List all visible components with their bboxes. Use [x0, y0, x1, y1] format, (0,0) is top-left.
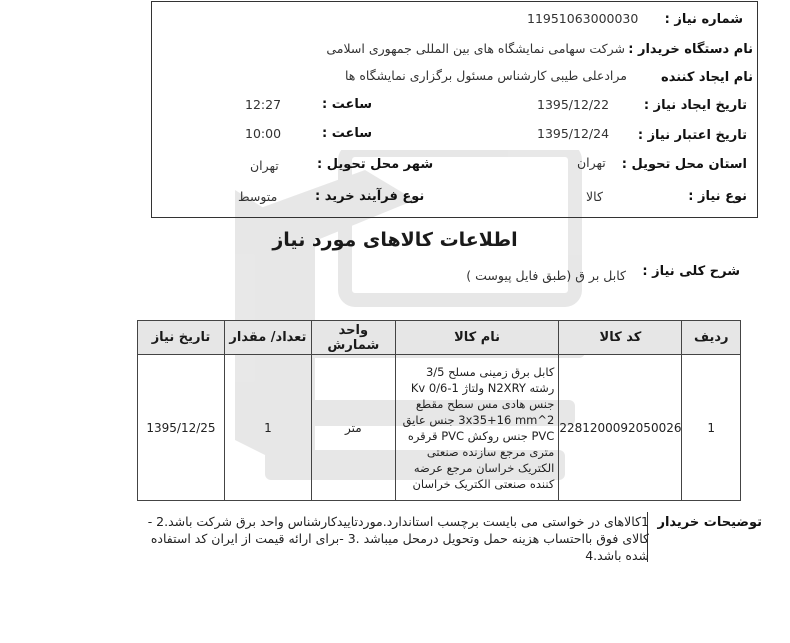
created-date: 1395/12/22	[537, 97, 610, 112]
col-code-header: کد کالا	[559, 321, 682, 355]
buyer-org: شرکت سهامی نمایشگاه های بین المللی جمهوری اسلامی	[326, 41, 625, 56]
summary-text: کابل بر ق (طبق فایل پیوست )	[466, 268, 626, 283]
buyer-notes-label: توضیحات خریدار	[657, 515, 762, 530]
province-label: استان محل تحویل :	[621, 157, 747, 172]
col-row-header: ردیف	[682, 321, 741, 355]
need-type-label: نوع نیاز :	[688, 189, 747, 204]
creator-name: مرادعلی طیبی کارشناس مسئول برگزاری نمایشگاه ها	[345, 68, 627, 83]
validity-date-label: تاریخ اعتبار نیاز :	[637, 128, 747, 143]
table-header-row	[138, 321, 741, 355]
col-unit-header: واحد شمارش	[311, 321, 395, 355]
created-time: 12:27	[245, 97, 282, 112]
col-date-header: تاریخ نیاز	[138, 321, 225, 355]
validity-time-label: ساعت :	[322, 126, 373, 141]
need-type: کالا	[586, 189, 603, 204]
created-time-label: ساعت :	[322, 97, 373, 112]
validity-time: 10:00	[245, 126, 282, 141]
city: تهران	[250, 158, 279, 173]
item-name: کابل برق زمینی مسلح 3/5 رشته N2XRY ولتاژ 1-0/6 Kv جنس هادی مس سطح مقطع 3x35+16 mm^2 جنس عایق PVC جنس روکش PVC قرقره متری مرجع سازنده صنعتی الکتریک خراسان مرجع عرضه کننده صنعتی الکتریک خراسان	[395, 355, 559, 501]
summary-label: شرح کلی نیاز :	[642, 264, 740, 279]
need-number: 11951063000030	[527, 11, 639, 26]
process-type: متوسط	[238, 189, 278, 204]
validity-date: 1395/12/24	[537, 126, 610, 141]
row-number: 1	[682, 355, 741, 501]
creator-label: نام ایجاد کننده	[661, 70, 753, 85]
table-row	[138, 355, 741, 501]
item-date: 1395/12/25	[138, 355, 225, 501]
item-qty: 1	[224, 355, 311, 501]
created-date-label: تاریخ ایجاد نیاز :	[643, 98, 747, 113]
need-number-label: شماره نیاز :	[664, 12, 743, 27]
province: تهران	[577, 155, 606, 170]
city-label: شهر محل تحویل :	[317, 157, 434, 172]
buyer-org-label: نام دستگاه خریدار :	[628, 42, 753, 57]
need-info-box	[151, 1, 758, 218]
col-name-header: نام کالا	[395, 321, 559, 355]
process-type-label: نوع فرآیند خرید :	[315, 189, 425, 204]
buyer-notes-text: 1کالاهای در خواستی می بایست برچسب استاندارد.موردتاییدکارشناس واحد برق شرکت باشد.2 - کالای فوق بااحتساب هزینه حمل وتحویل درمحل میباشد .3 -برای ارائه قیمت از ایران کد استفاده شده باشد.4	[147, 514, 649, 563]
item-unit: متر	[311, 355, 395, 501]
section-title: اطلاعات کالاهای مورد نیاز	[272, 229, 518, 251]
col-qty-header: تعداد/ مقدار	[224, 321, 311, 355]
items-table	[137, 320, 741, 501]
item-code: 2281200092050026	[559, 355, 682, 501]
